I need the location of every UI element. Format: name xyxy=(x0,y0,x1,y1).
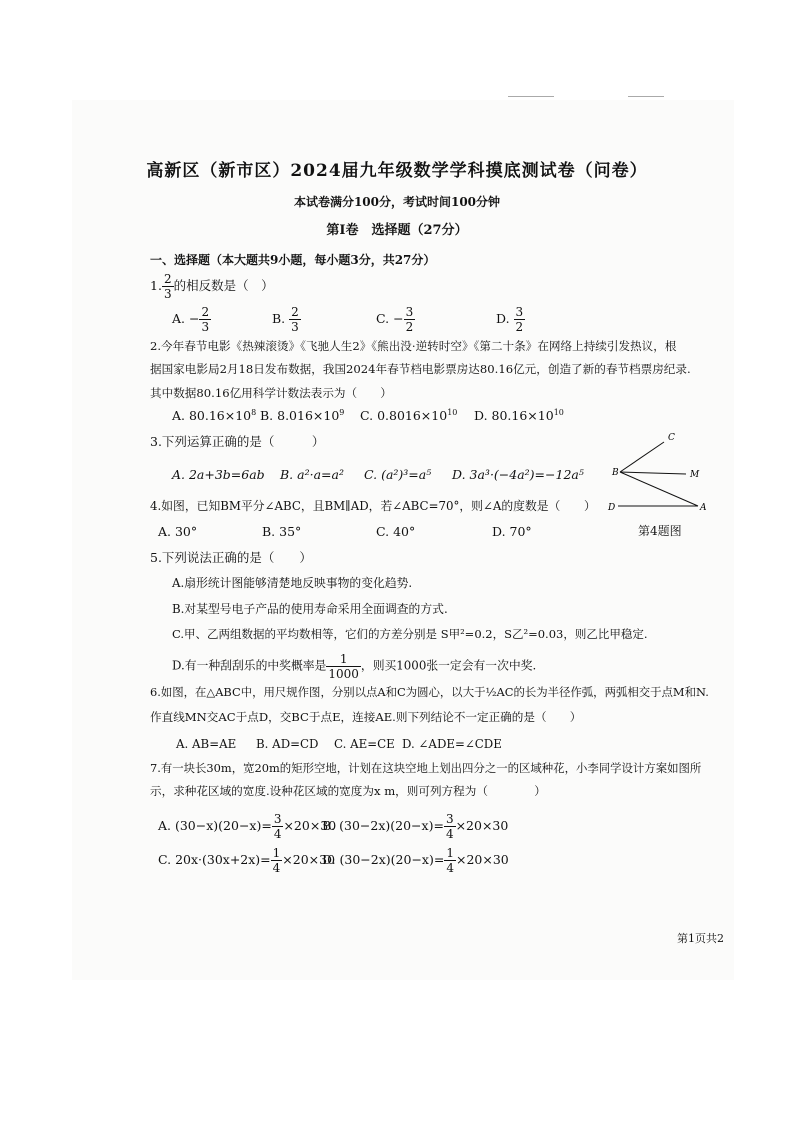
point-label-m: M xyxy=(690,470,700,480)
point-label-c: C xyxy=(668,433,675,443)
ray-bm xyxy=(620,472,686,474)
q3-option-b: B. a²·a=a² xyxy=(280,467,344,482)
q5-option-d: D.有一种刮刮乐的中奖概率是 $\frac{1}{1000}$ ，则买1000张一定会有一次中奖. xyxy=(172,652,537,681)
question-2-line-2: 据国家电影局2月18日发布数据，我国2024年春节档电影票房达80.16亿元，创造了新的春节档票房纪录. xyxy=(150,362,691,376)
q2-option-b: B. $8.016\times 10^9$ xyxy=(260,408,345,424)
q6-option-b: B. AD=CD xyxy=(256,737,319,751)
exam-title: 高新区（新市区）2024届九年级数学学科摸底测试卷（问卷） xyxy=(146,161,648,181)
q4-geometry-figure xyxy=(604,428,710,514)
q5-option-c: C.甲、乙两组数据的平均数相等，它们的方差分别是 S甲²=0.2，S乙²=0.03，则乙比甲稳定. xyxy=(172,627,648,641)
part-heading: 第Ⅰ卷 选择题（27分） xyxy=(326,223,468,238)
point-label-d: D xyxy=(608,503,616,513)
q4-option-a: A. 30° xyxy=(158,524,198,539)
question-6-line-1: 6.如图，在△ABC中，用尺规作图，分别以点A和C为圆心，以大于½AC的长为半径作弧，两弧相交于点M和N. xyxy=(150,685,709,699)
page-number: 第1页共2 xyxy=(677,932,724,945)
section-heading: 一、选择题（本大题共9小题，每小题3分，共27分） xyxy=(150,253,436,267)
q3-option-a: A. 2a+3b=6ab xyxy=(172,467,265,482)
q3-option-d: D. 3a³·(−4a²)=−12a⁵ xyxy=(452,467,584,482)
q4-option-d: D. 70° xyxy=(492,524,532,539)
q7-option-c: C. 20x·(30x+2x)= $\frac{1}{4}$ ×20×30 xyxy=(158,846,336,875)
scan-mark xyxy=(628,96,664,97)
question-1: 1. $\frac{2}{3}$ 的相反数是（ ） xyxy=(150,272,274,301)
q5-option-a: A.扇形统计图能够清楚地反映事物的变化趋势. xyxy=(172,576,413,590)
q6-option-d: D. ∠ADE=∠CDE xyxy=(402,737,502,751)
point-label-a: A xyxy=(700,503,707,513)
question-2-line-1: 2.今年春节电影《热辣滚烫》《飞驰人生2》《熊出没·逆转时空》《第二十条》在网络上持续引发热议，根 xyxy=(150,339,677,353)
ray-bc xyxy=(620,442,664,472)
q2-option-d: D. $80.16\times 10^{10}$ xyxy=(474,408,564,424)
q1-option-a: A. − $\frac{2}{3}$ xyxy=(172,305,210,334)
segment-ba xyxy=(620,472,698,506)
fraction: $\frac{2}{3}$ xyxy=(163,272,172,301)
q2-option-c: C. $0.8016\times 10^{10}$ xyxy=(360,408,458,424)
question-7-line-1: 7.有一块长30m，宽20m的矩形空地，计划在这块空地上划出四分之一的区域种花，小李同学设计方案如图所 xyxy=(150,761,702,775)
q6-option-a: A. AB=AE xyxy=(176,737,237,751)
point-label-b: B xyxy=(612,468,619,478)
q1-option-b: B. $\frac{2}{3}$ xyxy=(272,305,299,334)
q7-option-d: D. (30−2x)(20−x)= $\frac{1}{4}$ ×20×30 xyxy=(322,846,509,875)
q1-option-d: D. $\frac{3}{2}$ xyxy=(496,305,524,334)
question-6-line-2: 作直线MN交AC于点D，交BC于点E，连接AE.则下列结论不一定正确的是（ ） xyxy=(150,710,582,724)
question-3: 3.下列运算正确的是（ ） xyxy=(150,434,325,449)
q4-option-c: C. 40° xyxy=(376,524,416,539)
q7-option-b: B. (30−2x)(20−x)= $\frac{3}{4}$ ×20×30 xyxy=(322,812,509,841)
q1-option-c: C. − $\frac{3}{2}$ xyxy=(376,305,414,334)
q7-option-a: A. (30−x)(20−x)= $\frac{3}{4}$ ×20×30 xyxy=(158,812,337,841)
question-5: 5.下列说法正确的是（ ） xyxy=(150,550,312,565)
q6-option-c: C. AE=CE xyxy=(334,737,395,751)
q2-option-a: A. $80.16\times 10^8$ xyxy=(172,408,257,424)
question-2-line-3: 其中数据80.16亿用科学计数法表示为（ ） xyxy=(150,386,392,400)
question-4: 4.如图，已知BM平分∠ABC，且BM∥AD，若∠ABC=70°，则∠A的度数是（ ） xyxy=(150,499,596,513)
question-7-line-2: 示，求种花区域的宽度.设种花区域的宽度为x m，则可列方程为（ ） xyxy=(150,784,546,798)
scan-mark xyxy=(508,96,554,97)
q3-option-c: C. (a²)³=a⁵ xyxy=(364,467,432,482)
q5-option-b: B.对某型号电子产品的使用寿命采用全面调查的方式. xyxy=(172,602,448,616)
figure-caption: 第4题图 xyxy=(638,524,682,538)
exam-info: 本试卷满分100分，考试时间100分钟 xyxy=(293,195,501,209)
q4-option-b: B. 35° xyxy=(262,524,302,539)
